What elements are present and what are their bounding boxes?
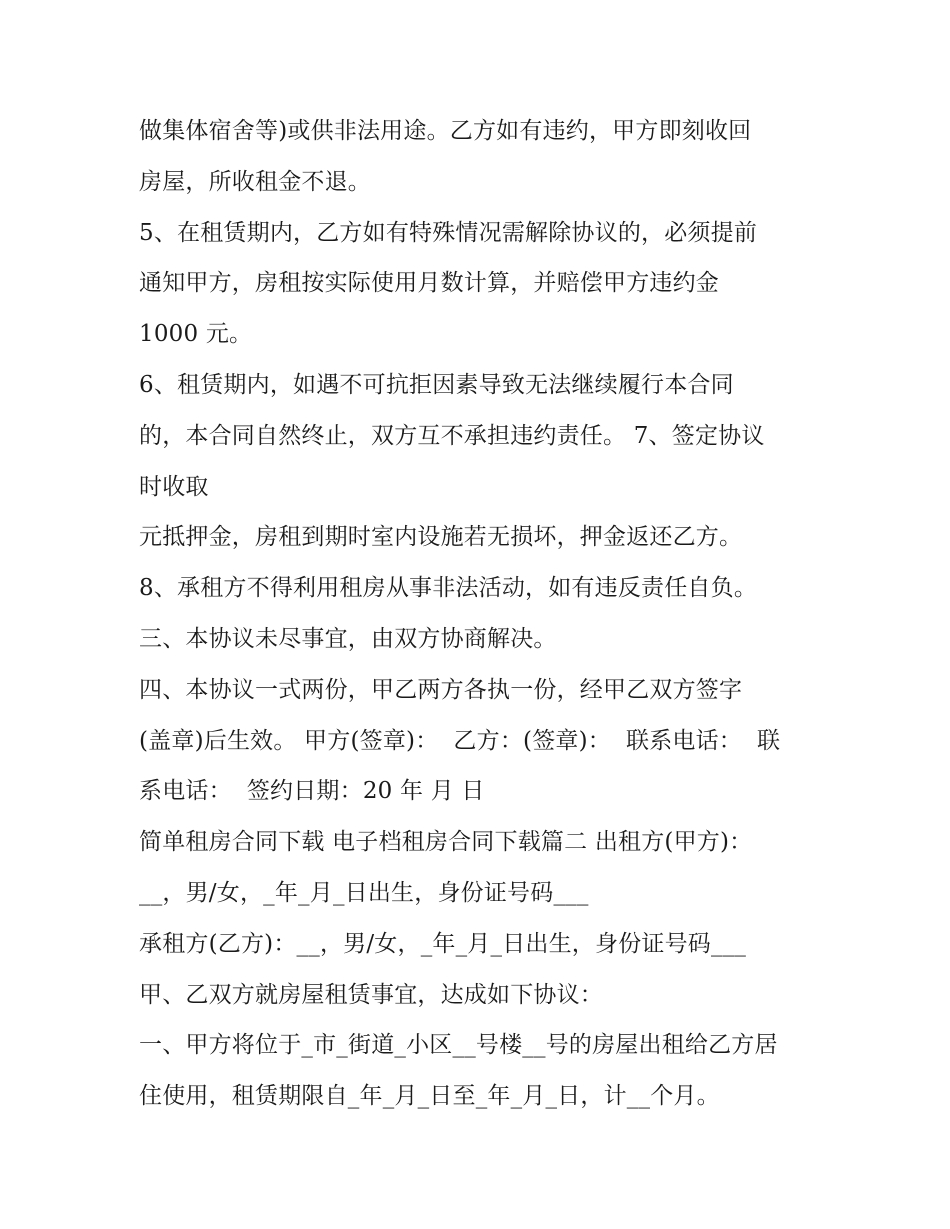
text-line: 一、甲方将位于_市_街道_小区__号楼__号的房屋出租给乙方居 bbox=[139, 1032, 778, 1059]
text-line: 元抵押金，房租到期时室内设施若无损坏，押金返还乙方。 bbox=[139, 524, 743, 551]
text-line: 甲、乙双方就房屋租赁事宜，达成如下协议： bbox=[139, 981, 603, 1008]
text-line: 系电话： 签约日期：20 年 月 日 bbox=[139, 778, 485, 805]
text-line: 三、本协议未尽事宜，由双方协商解决。 bbox=[139, 625, 557, 652]
text-line: 四、本协议一式两份，甲乙两方各执一份，经甲乙双方签字 bbox=[139, 676, 743, 703]
text-line: 通知甲方，房租按实际使用月数计算，并赔偿甲方违约金 bbox=[139, 270, 719, 297]
text-line: 6、租赁期内，如遇不可抗拒因素导致无法继续履行本合同 bbox=[139, 371, 734, 398]
text-line: 做集体宿舍等)或供非法用途。乙方如有违约，甲方即刻收回 bbox=[139, 118, 752, 144]
text-line: (盖章)后生效。 甲方(签章)： 乙方：(签章)： 联系电话： 联 bbox=[139, 727, 781, 754]
contract-text-body bbox=[139, 106, 819, 1122]
text-line: 5、在租赁期内，乙方如有特殊情况需解除协议的，必须提前 bbox=[139, 219, 758, 246]
text-line: 简单租房合同下载 电子档租房合同下载篇二 出租方(甲方)： bbox=[139, 829, 753, 856]
text-line: 的，本合同自然终止，双方互不承担违约责任。 7、签定协议 bbox=[139, 422, 765, 449]
text-line: 房屋，所收租金不退。 bbox=[139, 168, 371, 195]
text-line: 时收取 bbox=[139, 473, 209, 500]
text-line: __，男/女，_年_月_日出生，身份证号码___ bbox=[139, 879, 589, 906]
text-line: 8、承租方不得利用租房从事非法活动，如有违反责任自负。 bbox=[139, 575, 758, 602]
text-line: 1000 元。 bbox=[139, 321, 253, 348]
text-line: 承租方(乙方)：__，男/女，_年_月_日出生，身份证号码___ bbox=[139, 930, 747, 957]
text-line: 住使用，租赁期限自_年_月_日至_年_月_日，计__个月。 bbox=[139, 1083, 720, 1110]
